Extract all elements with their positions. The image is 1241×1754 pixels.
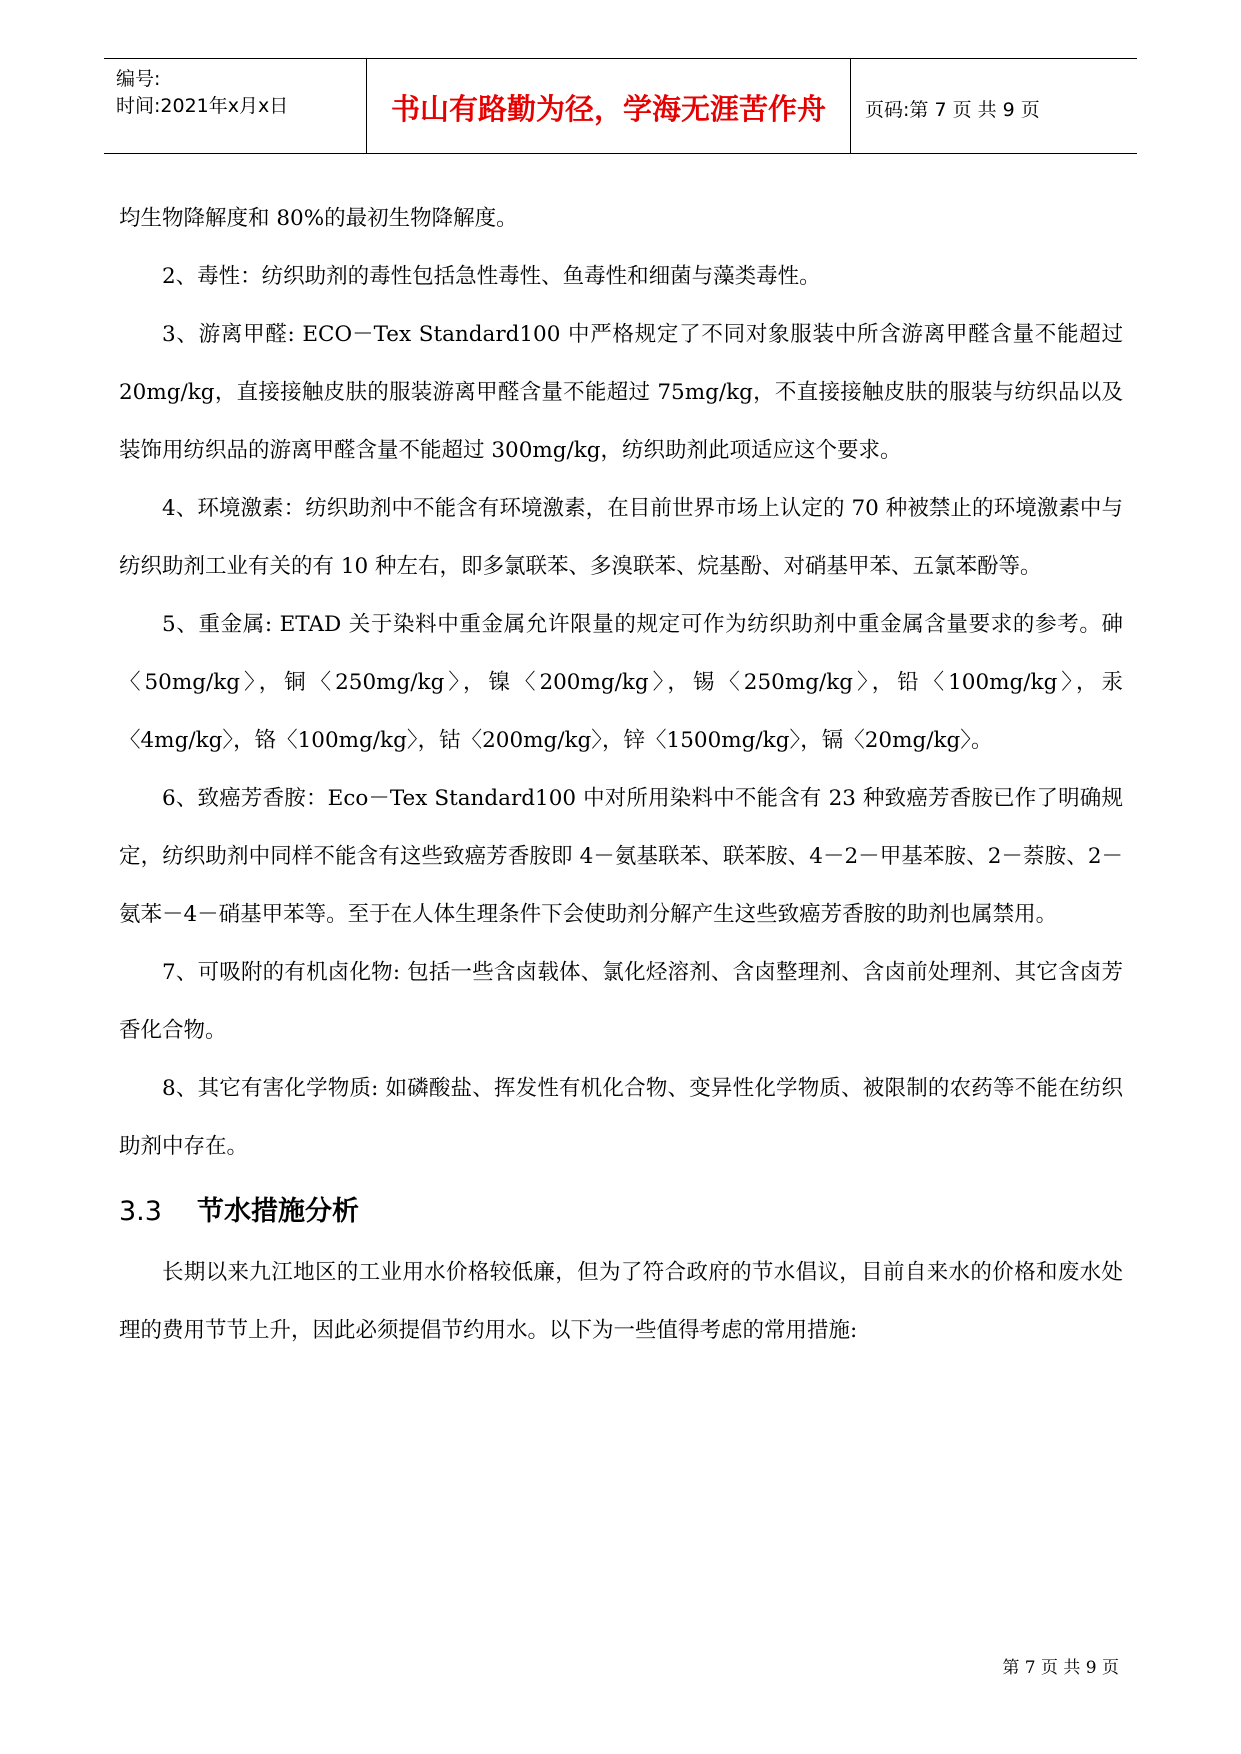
paragraph-other-harmful-chemicals: 8、其它有害化学物质: 如磷酸盐、挥发性有机化合物、变异性化学物质、被限制的农药等不能在纺织助剂中存在。 — [119, 1076, 1123, 1159]
paragraph-continuation: 均生物降解度和 80%的最初生物降解度。 — [119, 206, 518, 231]
header-page-info: 页码:第 7 页 共 9 页 — [865, 99, 1040, 121]
section-title: 节水措施分析 — [197, 1196, 359, 1227]
paragraph-carcinogenic-amines: 6、致癌芳香胺：Eco－Tex Standard100 中对所用染料中不能含有 23 种致癌芳香胺已作了明确规定，纺织助剂中同样不能含有这些致癌芳香胺即 4－氨基联苯、联苯胺、4－2－甲基苯胺、2－萘胺、2－氨苯－4－硝基甲苯等。至于在人体生理条件下会使助剂分解产生这些致癌芳香胺的助剂也属禁用。 — [119, 786, 1123, 927]
header-time: 时间:2021年x月x日 — [116, 95, 289, 117]
section-number: 3.3 — [119, 1196, 162, 1227]
document-body — [119, 190, 1123, 1360]
header-motto: 书山有路勤为径，学海无涯苦作舟 — [390, 92, 826, 126]
page-footer: 第 7 页 共 9 页 — [1002, 1658, 1119, 1678]
paragraph-heavy-metals: 5、重金属: ETAD 关于染料中重金属允许限量的规定可作为纺织助剂中重金属含量要求的参考。砷〈50mg/kg〉，铜〈250mg/kg〉，镍〈200mg/kg〉，锡〈250mg/kg〉，铅〈100mg/kg〉，汞〈4mg/kg〉，铬〈100mg/kg〉，钴〈200mg/kg〉，锌〈1500mg/kg〉，镉〈20mg/kg〉。 — [119, 612, 1123, 753]
header-left-cell — [104, 59, 366, 153]
header-code-label: 编号: — [116, 68, 161, 90]
paragraph-formaldehyde: 3、游离甲醛: ECO－Tex Standard100 中严格规定了不同对象服装中所含游离甲醛含量不能超过 20mg/kg，直接接触皮肤的服装游离甲醛含量不能超过 75mg/kg，不直接接触皮肤的服装与纺织品以及装饰用纺织品的游离甲醛含量不能超过 300mg/kg，纺织助剂此项适应这个要求。 — [119, 322, 1123, 463]
paragraph-toxicity: 2、毒性：纺织助剂的毒性包括急性毒性、鱼毒性和细菌与藻类毒性。 — [162, 264, 821, 289]
page-header — [104, 58, 1137, 154]
header-right-cell — [851, 59, 1137, 153]
header-middle-cell — [366, 59, 851, 153]
paragraph-organic-halides: 7、可吸附的有机卤化物: 包括一些含卤载体、氯化烃溶剂、含卤整理剂、含卤前处理剂、其它含卤芳香化合物。 — [119, 960, 1123, 1043]
paragraph-environmental-hormones: 4、环境激素：纺织助剂中不能含有环境激素，在目前世界市场上认定的 70 种被禁止的环境激素中与纺织助剂工业有关的有 10 种左右，即多氯联苯、多溴联苯、烷基酚、对硝基甲苯、五氯苯酚等。 — [119, 496, 1123, 579]
section-heading — [119, 1186, 1123, 1238]
paragraph-water-saving-intro: 长期以来九江地区的工业用水价格较低廉，但为了符合政府的节水倡议，目前自来水的价格和废水处理的费用节节上升，因此必须提倡节约用水。以下为一些值得考虑的常用措施: — [119, 1260, 1123, 1343]
